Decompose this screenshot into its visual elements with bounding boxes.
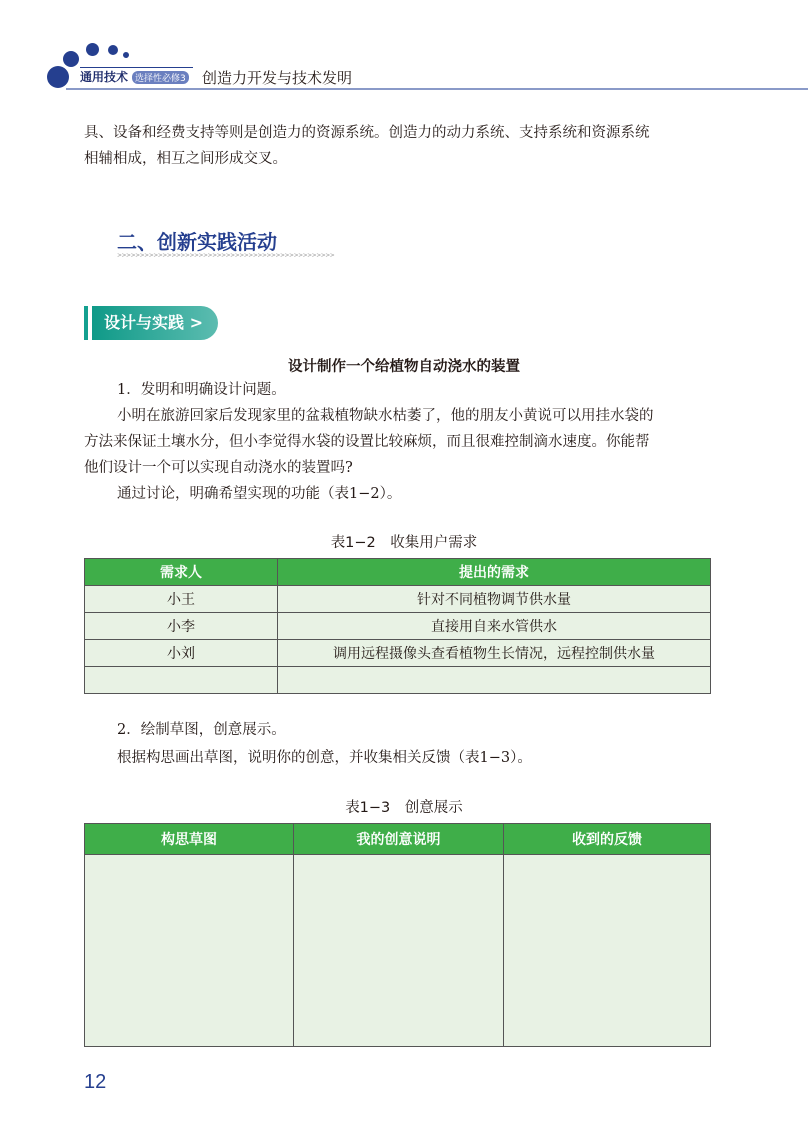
- paragraph-line: 小明在旅游回家后发现家里的盆栽植物缺水枯萎了，他的朋友小黄说可以用挂水袋的: [117, 408, 654, 424]
- paragraph-line: 根据构思画出草图，说明你的创意，并收集相关反馈（表1−3）。: [117, 750, 532, 766]
- cell: 直接用自来水管供水: [278, 613, 711, 640]
- header-dot: [123, 52, 129, 58]
- intro-line: 具、设备和经费支持等则是创造力的资源系统。创造力的动力系统、支持系统和资源系统: [84, 125, 650, 141]
- section-underline: >>>>>>>>>>>>>>>>>>>>>>>>>>>>>>>>>>>>>>>>>>>>>>>>: [117, 252, 335, 259]
- column-header: 需求人: [85, 559, 278, 586]
- header-dot: [47, 66, 69, 88]
- paragraph-line: 方法来保证土壤水分，但小李觉得水袋的设置比较麻烦，而且很难控制滴水速度。你能帮: [84, 434, 650, 450]
- table-row: [85, 613, 711, 640]
- paragraph-line: 他们设计一个可以实现自动浇水的装置吗?: [84, 460, 353, 476]
- volume-badge: 选择性必修3: [132, 71, 189, 84]
- table-row: [85, 640, 711, 667]
- tag-label: 设计与实践 >: [92, 306, 218, 340]
- header-dot: [63, 51, 79, 67]
- table-caption: 表1−2 收集用户需求: [330, 535, 478, 551]
- column-header: 我的创意说明: [294, 824, 504, 855]
- cell: 调用远程摄像头查看植物生长情况，远程控制供水量: [278, 640, 711, 667]
- chapter-title: 创造力开发与技术发明: [202, 69, 353, 87]
- table-row: [85, 855, 711, 1047]
- description-cell: [294, 855, 504, 1047]
- cell: [278, 667, 711, 694]
- table-caption: 表1−3 创意展示: [345, 800, 463, 816]
- user-needs-table: [84, 558, 711, 694]
- cell: 小刘: [85, 640, 278, 667]
- step-heading: 2．绘制草图，创意展示。: [117, 722, 286, 738]
- activity-title: 设计制作一个给植物自动浇水的装置: [288, 359, 520, 375]
- column-header: 构思草图: [85, 824, 294, 855]
- cell: 针对不同植物调节供水量: [278, 586, 711, 613]
- table-row: [85, 667, 711, 694]
- cell: [85, 667, 278, 694]
- cell: 小王: [85, 586, 278, 613]
- page-number: 12: [84, 1071, 107, 1093]
- intro-line: 相辅相成，相互之间形成交叉。: [84, 151, 287, 167]
- idea-showcase-table: [84, 823, 711, 1047]
- table-row: [85, 586, 711, 613]
- book-name: 通用技术: [80, 70, 129, 84]
- feedback-cell: [504, 855, 711, 1047]
- column-header: 提出的需求: [278, 559, 711, 586]
- cell: 小李: [85, 613, 278, 640]
- section-title: 二、创新实践活动: [117, 230, 277, 254]
- column-header: 收到的反馈: [504, 824, 711, 855]
- paragraph-line: 通过讨论，明确希望实现的功能（表1−2）。: [117, 486, 402, 502]
- sketch-cell: [85, 855, 294, 1047]
- book-title: [80, 68, 189, 85]
- header-dot: [86, 43, 99, 56]
- header-rule: [66, 88, 808, 90]
- step-heading: 1．发明和明确设计问题。: [117, 382, 286, 398]
- design-practice-tag: [84, 306, 218, 340]
- header-dot: [108, 45, 118, 55]
